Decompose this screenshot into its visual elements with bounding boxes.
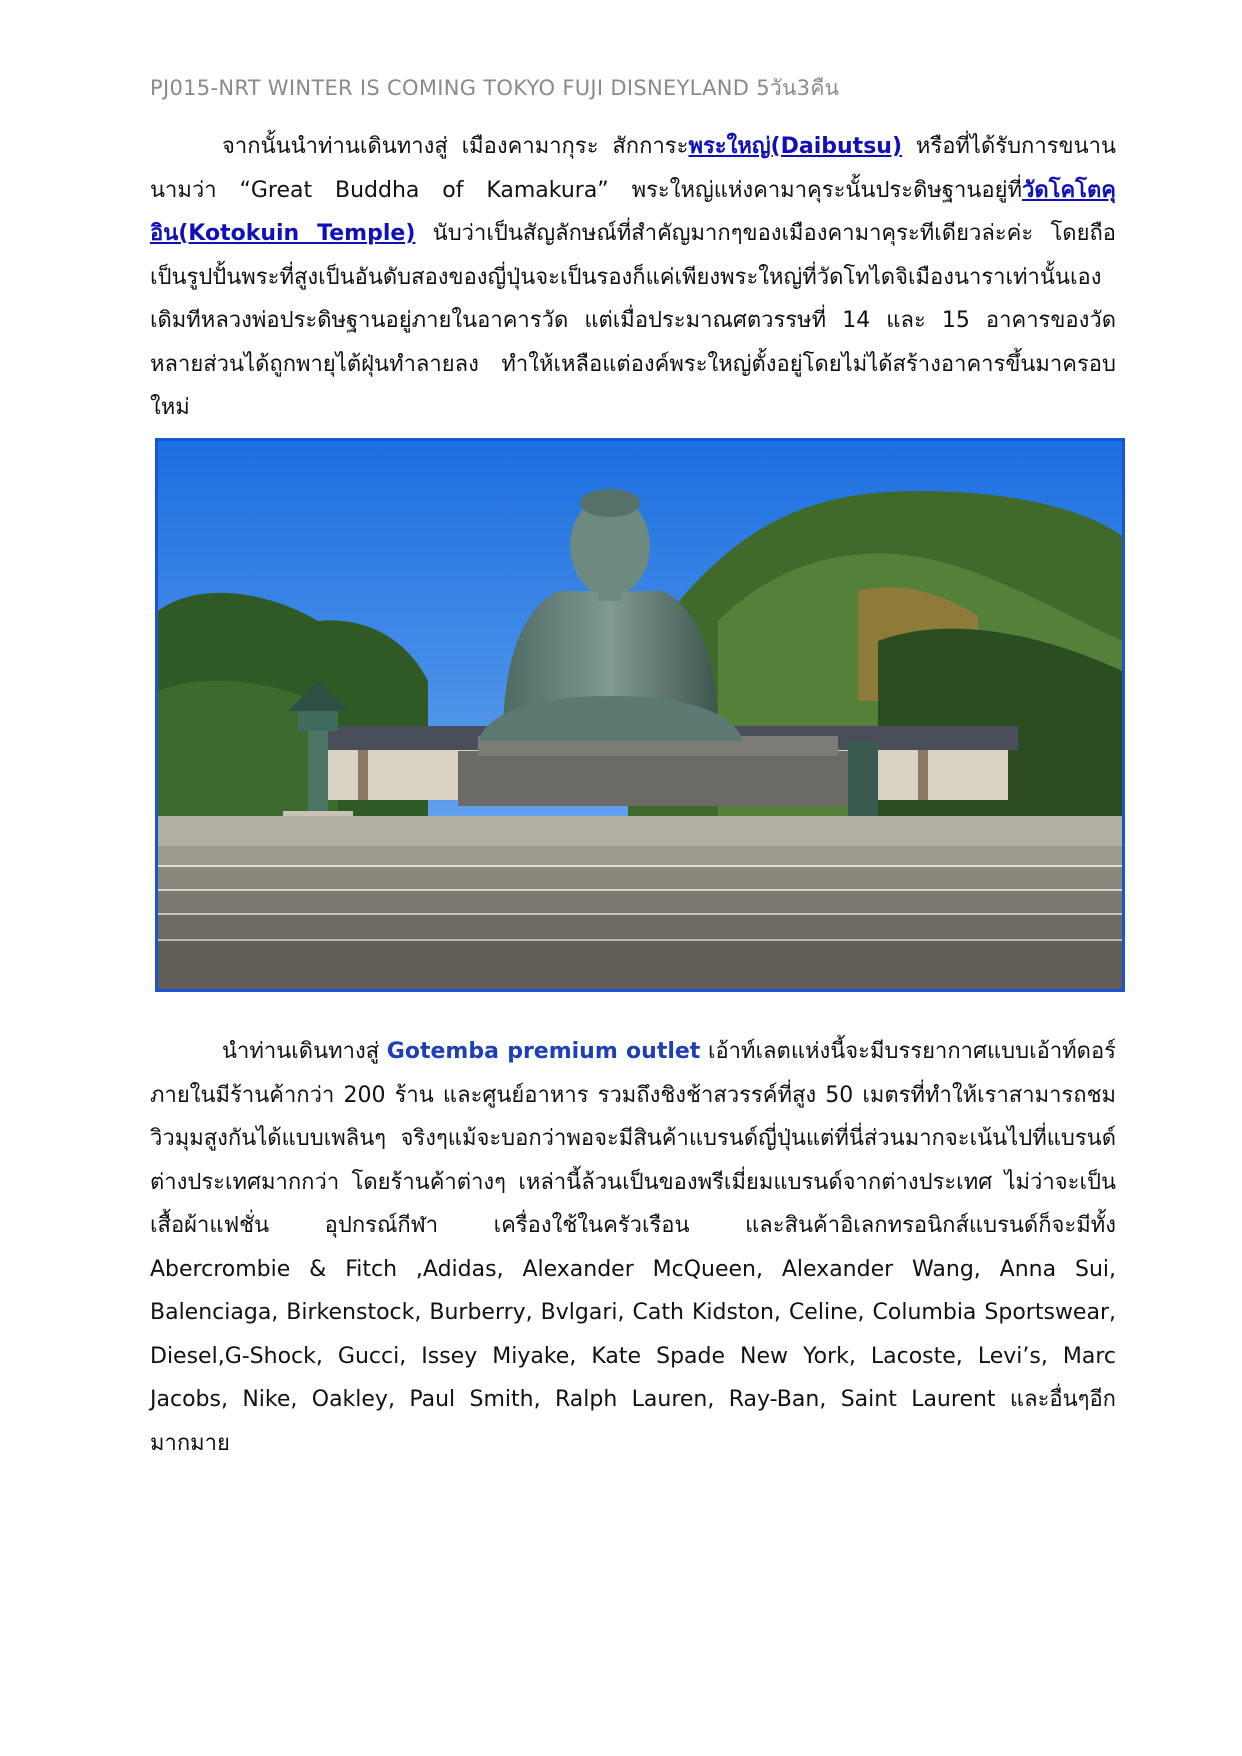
paragraph-text: หรือที่ได้รับการขนานนามว่า “Great Buddha of Kamakura” พระใหญ่แห่งคามาคุระนั้นประดิษฐานอยู่ที่	[150, 134, 1117, 203]
paragraph-text: นำท่านเดินทางสู่	[222, 1039, 387, 1064]
paragraph-gotemba	[150, 1030, 1116, 1465]
gotemba-outlet-name: Gotemba premium outlet	[386, 1039, 701, 1064]
page-header: PJ015-NRT WINTER IS COMING TOKYO FUJI DISNEYLAND 5วัน3คืน	[150, 76, 840, 100]
paragraph-text: จากนั้นนำท่านเดินทางสู่ เมืองคามากุระ สักการะ	[222, 134, 689, 159]
kotokuin-temple-link[interactable]: วัดโคโตคุอิน(Kotokuin Temple)	[150, 177, 1116, 246]
daibutsu-link[interactable]: พระใหญ่(Daibutsu)	[688, 134, 903, 159]
paragraph-daibutsu	[150, 125, 1116, 430]
paragraph-text: เอ้าท์เลตแห่งนี้จะมีบรรยากาศแบบเอ้าท์ดอร์ ภายในมีร้านค้ากว่า 200 ร้าน และศูนย์อาหาร รวมถึงชิงช้าสวรรค์ที่สูง 50 เมตรที่ทำให้เราสามารถชมวิวมุมสูงกันได้แบบเพลินๆ จริงๆแม้จะบอกว่าพอจะมีสินค้าแบรนด์ญี่ปุ่นแต่ที่นี่ส่วนมากจะเน้นไปที่แบรนด์ต่างประเทศมากกว่า โดยร้านค้าต่างๆ เหล่านี้ล้วนเป็นของพรีเมี่ยมแบรนด์จากต่างประเทศ ไม่ว่าจะเป็นเสื้อผ้าแฟชั่น อุปกรณ์กีฬา เครื่องใช้ในครัวเรือน และสินค้าอิเลกทรอนิกส์แบรนด์ก็จะมีทั้ง Abercrombie & Fitch ,Adidas, Alexander McQueen, Alexander Wang, Anna Sui, Balenciaga, Birkenstock, Burberry, Bvlgari, Cath Kidston, Celine, Columbia Sportswear, Diesel,G-Shock, Gucci, Issey Miyake, Kate Spade New York, Lacoste, Levi’s, Marc Jacobs, Nike, Oakley, Paul Smith, Ralph Lauren, Ray-Ban, Saint Laurent และอื่นๆอีกมากมาย	[150, 1039, 1116, 1456]
paragraph-text: นับว่าเป็นสัญลักษณ์ที่สำคัญมากๆของเมืองคามาคุระทีเดียวล่ะค่ะ โดยถือเป็นรูปปั้นพระที่สูงเป็นอันดับสองของญี่ปุ่นจะเป็นรองก็แค่เพียงพระใหญ่ที่วัดโทไดจิเมืองนาราเท่านั้นเอง เดิมทีหลวงพ่อประดิษฐานอยู่ภายในอาคารวัด แต่เมื่อประมาณศตวรรษที่ 14 และ 15 อาคารของวัดหลายส่วนได้ถูกพายุไต้ฝุ่นทำลายลง ทำให้เหลือแต่องค์พระใหญ่ตั้งอยู่โดยไม่ได้สร้างอาคารขึ้นมาครอบใหม่	[150, 221, 1116, 420]
great-buddha-photo	[155, 438, 1125, 992]
